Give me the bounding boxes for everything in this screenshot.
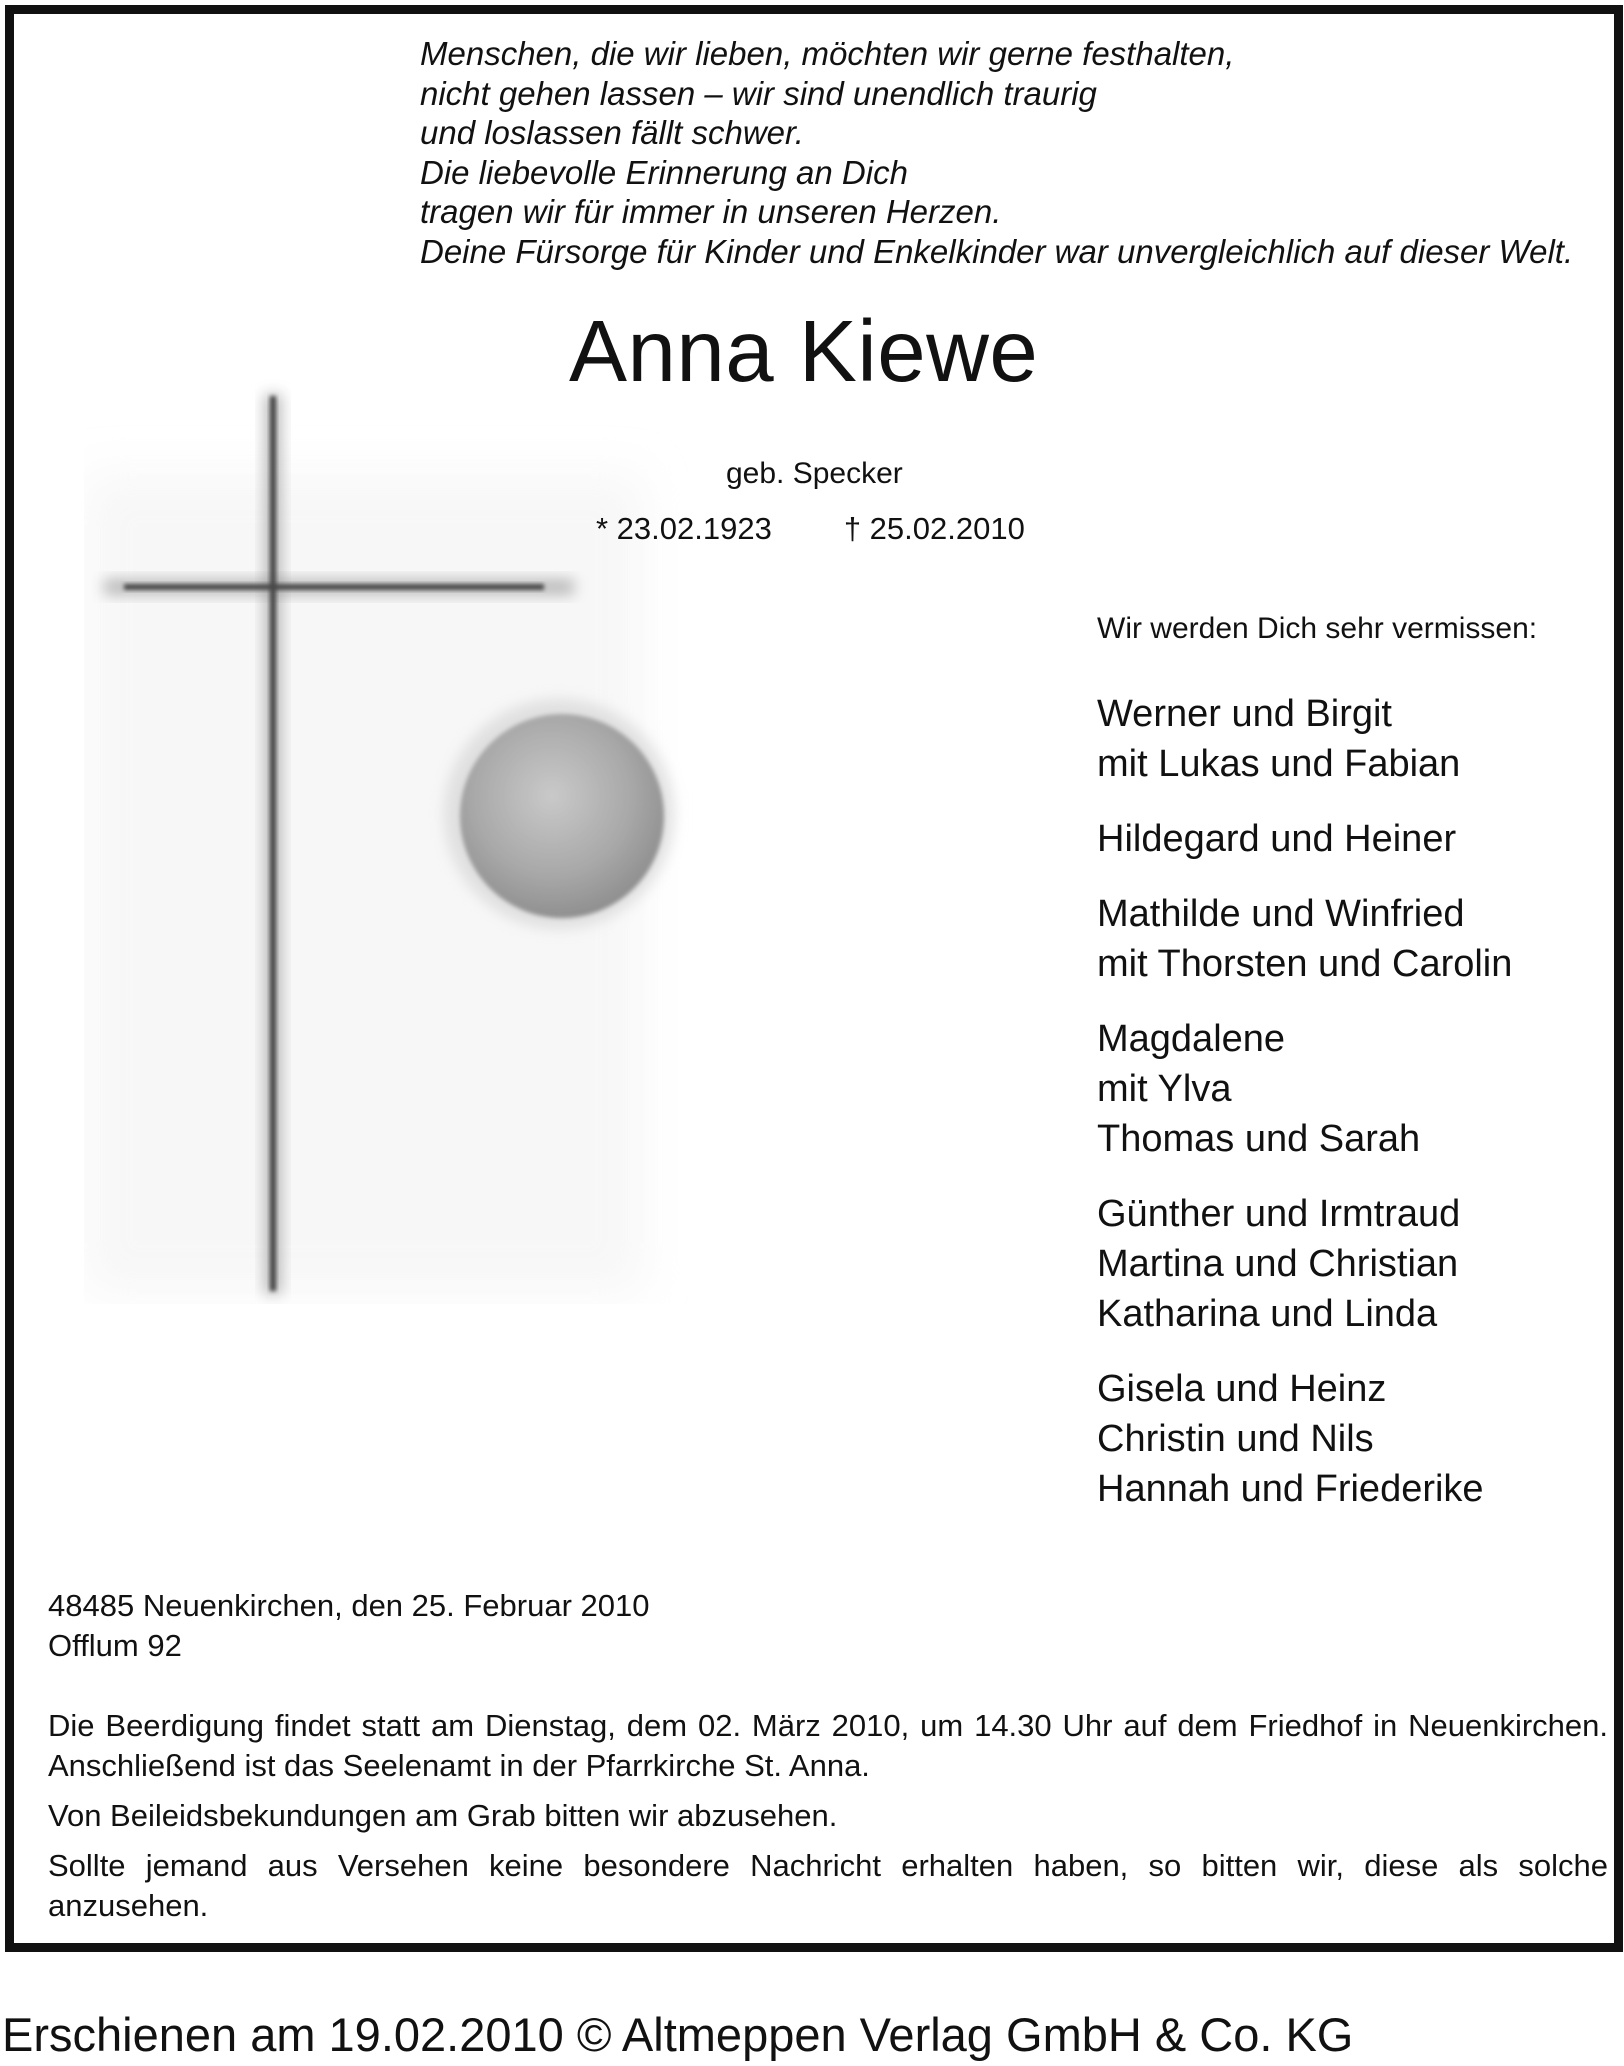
condolence-note: Von Beileidsbekundungen am Grab bitten wir abzusehen. [48,1798,838,1833]
death-date: † 25.02.2010 [843,511,1025,546]
address-line: Offlum 92 [48,1628,182,1663]
maiden-name: geb. Specker [726,457,903,490]
poem-line: Menschen, die wir lieben, möchten wir gerne festhalten, [420,35,1235,72]
mourner-line: mit Lukas und Fabian [1097,743,1461,785]
mourner-line: Martina und Christian [1097,1243,1459,1285]
poem-line: tragen wir für immer in unseren Herzen. [420,193,1002,230]
family-group [1097,1189,1512,1339]
mourner-line: mit Thorsten und Carolin [1097,943,1513,985]
deceased-name: Anna Kiewe [569,303,1039,400]
mourner-line: Gisela und Heinz [1097,1368,1387,1410]
mourners-list [1097,689,1512,1539]
mourners-intro: Wir werden Dich sehr vermissen: [1097,612,1538,645]
poem-line: Deine Fürsorge für Kinder und Enkelkinder war unvergleichlich auf dieser Welt. [420,232,1574,270]
mourner-line: Christin und Nils [1097,1418,1374,1460]
address-block [48,1586,650,1666]
funeral-paragraph: Die Beerdigung findet statt am Dienstag, dem 02. März 2010, um 14.30 Uhr auf dem Friedhof in Neuenkirchen. Anschließend ist das Seelenamt in der Pfarrkirche St. Anna. [48,1708,1608,1783]
mourner-line: Hildegard und Heiner [1097,818,1457,860]
mourner-line: Mathilde und Winfried [1097,893,1465,935]
mourner-line: Hannah und Friederike [1097,1468,1484,1510]
mourner-line: Magdalene [1097,1018,1286,1060]
mourner-line: Günther und Irmtraud [1097,1193,1461,1235]
mourner-line: Katharina und Linda [1097,1293,1438,1335]
family-group [1097,889,1512,989]
family-group [1097,689,1512,789]
publication-footer: Erschienen am 19.02.2010 © Altmeppen Verlag GmbH & Co. KG [2,2008,1354,2061]
birth-date: * 23.02.1923 [596,511,772,546]
poem [420,34,1573,271]
poem-line: nicht gehen lassen – wir sind unendlich traurig [420,74,1097,112]
family-group [1097,814,1512,864]
life-dates [596,510,1025,548]
family-group [1097,1014,1512,1164]
address-line: 48485 Neuenkirchen, den 25. Februar 2010 [48,1588,650,1623]
mourner-line: mit Ylva [1097,1068,1232,1110]
poem-line: und loslassen fällt schwer. [420,114,804,151]
mourner-line: Thomas und Sarah [1097,1118,1421,1160]
sphere-icon [444,699,674,929]
obituary-frame [5,5,1623,1952]
family-group [1097,1364,1512,1514]
notice-note: Sollte jemand aus Versehen keine besondere Nachricht erhalten haben, so bitten wir, diese als solche anzusehen. [48,1848,1608,1923]
funeral-notes [48,1706,1608,1936]
poem-line: Die liebevolle Erinnerung an Dich [420,153,908,191]
mourner-line: Werner und Birgit [1097,693,1392,735]
